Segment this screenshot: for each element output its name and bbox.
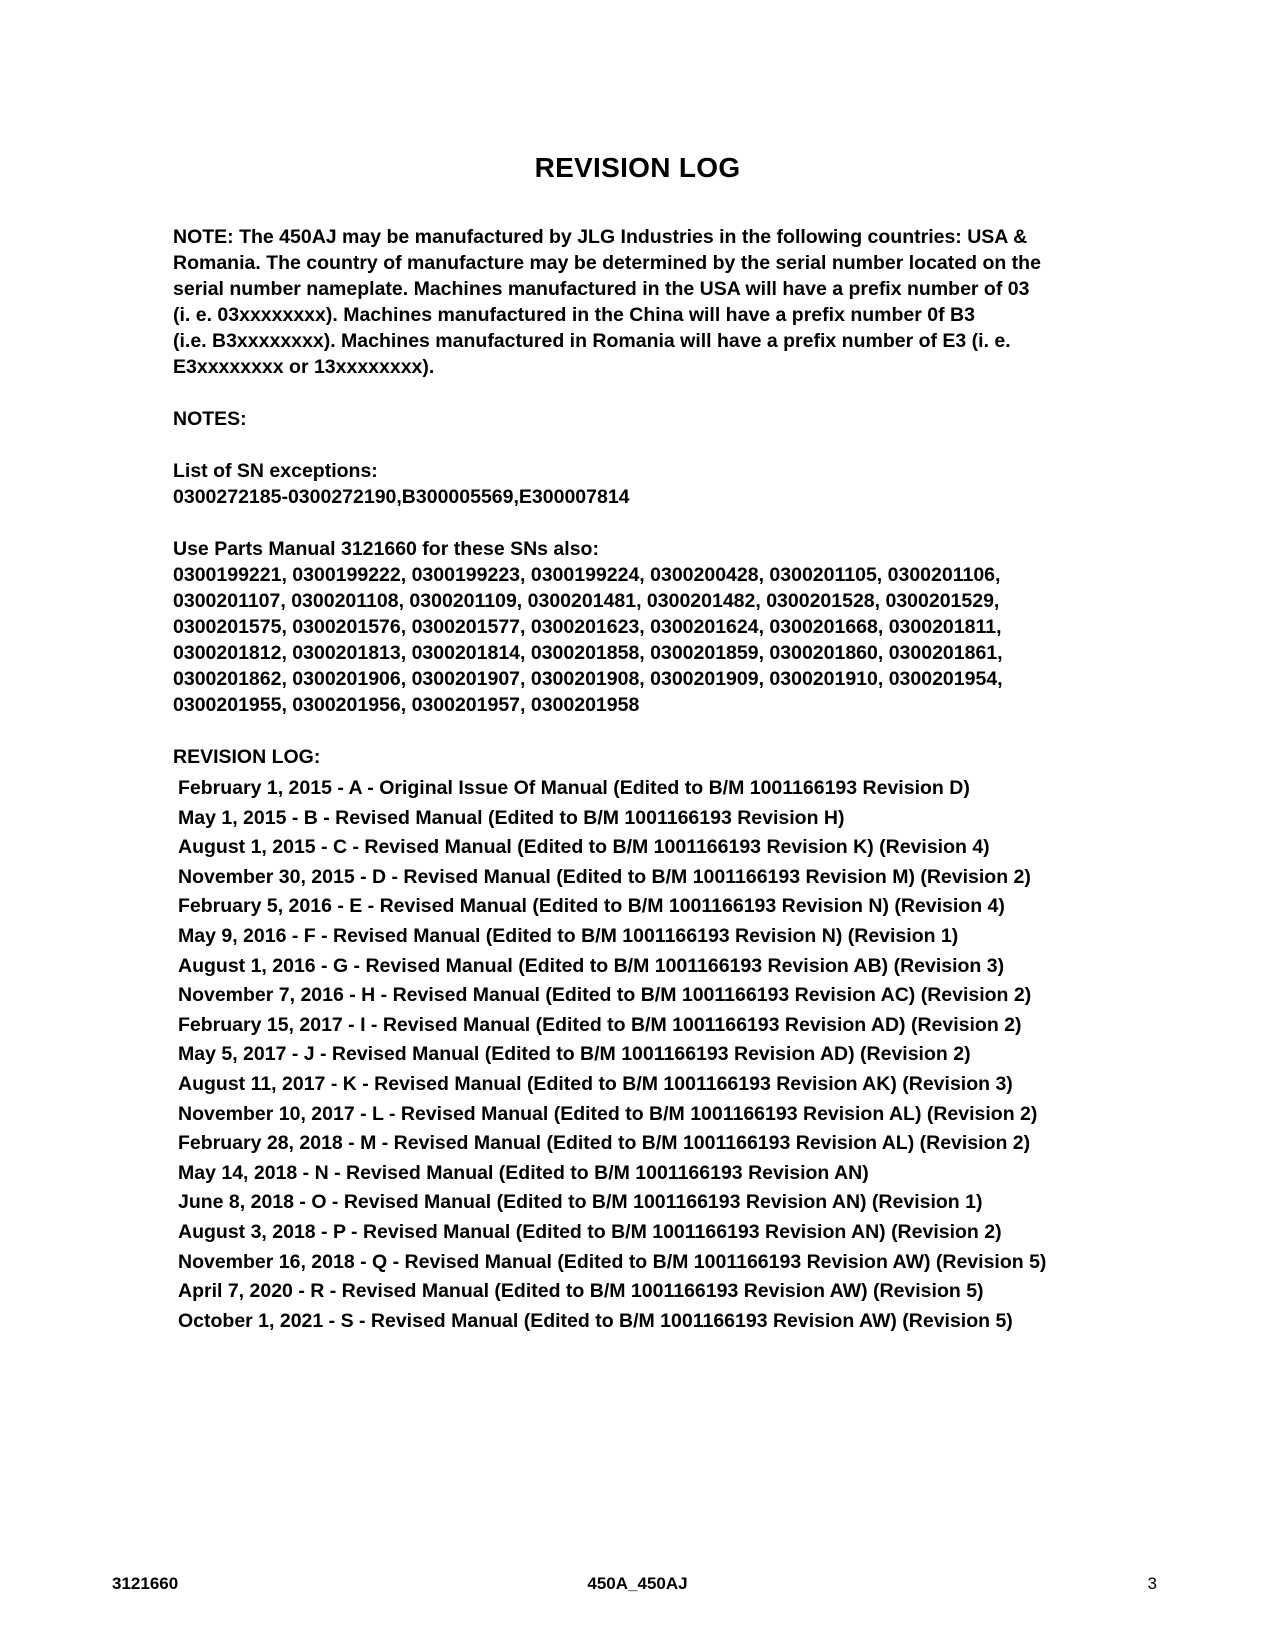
document-body bbox=[173, 224, 1173, 1336]
revision-entry: August 11, 2017 - K - Revised Manual (Edited to B/M 1001166193 Revision AK) (Revision 3) bbox=[178, 1072, 1013, 1095]
revision-entry: November 16, 2018 - Q - Revised Manual (Edited to B/M 1001166193 Revision AW) (Revision 5) bbox=[178, 1250, 1047, 1273]
revision-entry: May 14, 2018 - N - Revised Manual (Edited to B/M 1001166193 Revision AN) bbox=[178, 1161, 869, 1184]
sn-line: 0300201575, 0300201576, 0300201577, 0300201623, 0300201624, 0300201668, 0300201811, bbox=[173, 616, 1002, 638]
revision-entry: February 5, 2016 - E - Revised Manual (Edited to B/M 1001166193 Revision N) (Revision 4) bbox=[178, 895, 1005, 918]
note-line: (i. e. 03xxxxxxxx). Machines manufactured in the China will have a prefix number 0f B3 bbox=[173, 304, 975, 326]
parts-manual-sns bbox=[173, 536, 1173, 718]
revision-entry: February 1, 2015 - A - Original Issue Of Manual (Edited to B/M 1001166193 Revision D) bbox=[178, 777, 970, 799]
exceptions-value: 0300272185-0300272190,B300005569,E300007814 bbox=[173, 486, 630, 508]
revision-entry: August 1, 2016 - G - Revised Manual (Edited to B/M 1001166193 Revision AB) (Revision 3) bbox=[178, 954, 1005, 977]
revision-list bbox=[173, 774, 1173, 1336]
exceptions-label: List of SN exceptions: bbox=[173, 460, 378, 482]
footer-manual-number: 3121660 bbox=[112, 1574, 179, 1593]
note-line: (i.e. B3xxxxxxxx). Machines manufactured in Romania will have a prefix number of E3 (i. e. bbox=[173, 330, 1011, 352]
note-line: E3xxxxxxxx or 13xxxxxxxx). bbox=[173, 356, 435, 378]
footer-page-number: 3 bbox=[1147, 1574, 1157, 1593]
revision-entry: August 1, 2015 - C - Revised Manual (Edited to B/M 1001166193 Revision K) (Revision 4) bbox=[178, 836, 990, 859]
sn-line: 0300199221, 0300199222, 0300199223, 0300199224, 0300200428, 0300201105, 0300201106, bbox=[173, 564, 1001, 586]
revision-entry: November 30, 2015 - D - Revised Manual (Edited to B/M 1001166193 Revision M) (Revision 2) bbox=[178, 865, 1031, 888]
footer-model: 450A_450AJ bbox=[587, 1574, 688, 1593]
sn-exceptions bbox=[173, 458, 1173, 510]
sn-line: 0300201862, 0300201906, 0300201907, 0300201908, 0300201909, 0300201910, 0300201954, bbox=[173, 668, 1003, 690]
revision-entry: April 7, 2020 - R - Revised Manual (Edited to B/M 1001166193 Revision AW) (Revision 5) bbox=[178, 1280, 984, 1303]
sn-line: 0300201107, 0300201108, 0300201109, 0300201481, 0300201482, 0300201528, 0300201529, bbox=[173, 590, 1000, 612]
revision-entry: May 1, 2015 - B - Revised Manual (Edited to B/M 1001166193 Revision H) bbox=[178, 806, 845, 829]
revision-entry: February 15, 2017 - I - Revised Manual (Edited to B/M 1001166193 Revision AD) (Revision 2) bbox=[178, 1013, 1022, 1036]
manufacture-note bbox=[173, 224, 1173, 380]
revision-entry: October 1, 2021 - S - Revised Manual (Edited to B/M 1001166193 Revision AW) (Revision 5) bbox=[178, 1309, 1013, 1332]
revision-entry: February 28, 2018 - M - Revised Manual (Edited to B/M 1001166193 Revision AL) (Revision 2) bbox=[178, 1132, 1031, 1155]
revision-log-heading: REVISION LOG: bbox=[173, 746, 321, 768]
revision-entry: May 9, 2016 - F - Revised Manual (Edited to B/M 1001166193 Revision N) (Revision 1) bbox=[178, 924, 959, 947]
page-title: REVISION LOG bbox=[534, 152, 741, 183]
revision-entry: November 7, 2016 - H - Revised Manual (Edited to B/M 1001166193 Revision AC) (Revision 2) bbox=[178, 984, 1032, 1007]
note-line: serial number nameplate. Machines manufactured in the USA will have a prefix number of 03 bbox=[173, 278, 1030, 300]
parts-manual-label: Use Parts Manual 3121660 for these SNs also: bbox=[173, 538, 599, 560]
revision-entry: November 10, 2017 - L - Revised Manual (Edited to B/M 1001166193 Revision AL) (Revision 2) bbox=[178, 1102, 1038, 1125]
sn-line: 0300201812, 0300201813, 0300201814, 0300201858, 0300201859, 0300201860, 0300201861, bbox=[173, 642, 1003, 664]
revision-entry: May 5, 2017 - J - Revised Manual (Edited to B/M 1001166193 Revision AD) (Revision 2) bbox=[178, 1043, 971, 1066]
note-line: Romania. The country of manufacture may be determined by the serial number located on the bbox=[173, 252, 1041, 274]
revision-entry: August 3, 2018 - P - Revised Manual (Edited to B/M 1001166193 Revision AN) (Revision 2) bbox=[178, 1220, 1002, 1243]
sn-line: 0300201955, 0300201956, 0300201957, 0300201958 bbox=[173, 694, 640, 716]
note-line: NOTE: The 450AJ may be manufactured by JLG Industries in the following countries: USA & bbox=[173, 226, 1028, 248]
notes-heading: NOTES: bbox=[173, 408, 247, 430]
revision-entry: June 8, 2018 - O - Revised Manual (Edited to B/M 1001166193 Revision AN) (Revision 1) bbox=[178, 1191, 983, 1214]
